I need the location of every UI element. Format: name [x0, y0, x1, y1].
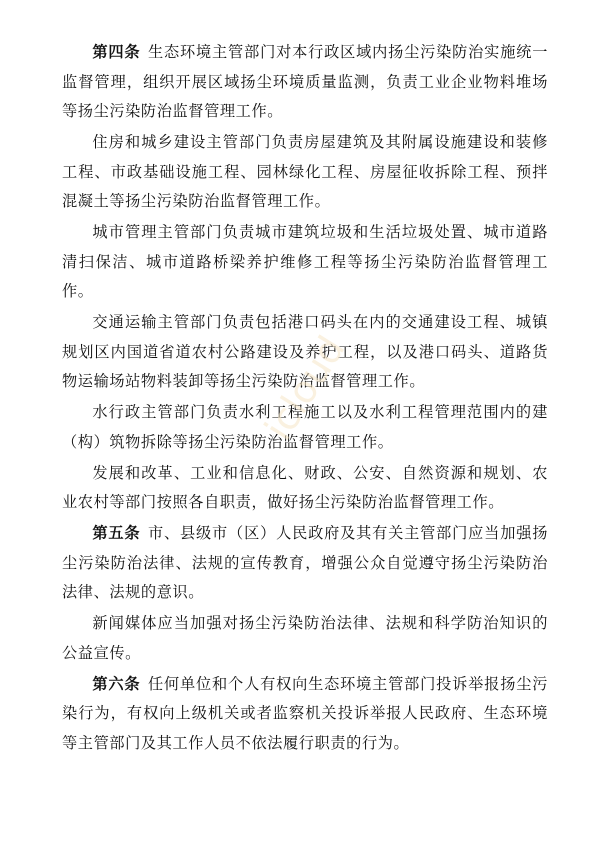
paragraph-text: 新闻媒体应当加强对扬尘污染防治法律、法规和科学防治知识的公益宣传。 [62, 614, 548, 662]
paragraph-media [62, 609, 548, 668]
paragraph-transport [62, 308, 548, 397]
paragraph-urban-management [62, 218, 548, 307]
paragraph-housing [62, 128, 548, 217]
document-body [62, 38, 548, 760]
paragraph-text: 生态环境主管部门对本行政区域内扬尘污染防治实施统一监督管理，组织开展区域扬尘环境质量监测，负责工业企业物料堆场等扬尘污染防治监督管理工作。 [62, 43, 548, 120]
paragraph-text: 任何单位和个人有权向生态环境主管部门投诉举报扬尘污染行为，有权向上级机关或者监察机关投诉举报人民政府、生态环境等主管部门及其工作人员不依法履行职责的行为。 [62, 674, 548, 752]
paragraph-text: 城市管理主管部门负责城市建筑垃圾和生活垃圾处置、城市道路清扫保洁、城市道路桥梁养护维修工程等扬尘污染防治监督管理工作。 [62, 223, 548, 300]
watermark: icloud [256, 328, 354, 448]
paragraph-article-5 [62, 519, 548, 608]
article-heading: 第六条 [92, 674, 141, 693]
paragraph-text: 市、县级市（区）人民政府及其有关主管部门应当加强扬尘污染防治法律、法规的宣传教育，增强公众自觉遵守扬尘污染防治法律、法规的意识。 [62, 524, 548, 601]
article-heading: 第五条 [92, 524, 141, 542]
article-heading: 第四条 [92, 43, 141, 61]
paragraph-text: 交通运输主管部门负责包括港口码头在内的交通建设工程、城镇规划区内国道省道农村公路建设及养护工程，以及港口码头、道路货物运输场站物料装卸等扬尘污染防治监督管理工作。 [62, 313, 548, 390]
paragraph-text: 住房和城乡建设主管部门负责房屋建筑及其附属设施建设和装修工程、市政基础设施工程、园林绿化工程、房屋征收拆除工程、预拌混凝土等扬尘污染防治监督管理工作。 [62, 133, 548, 210]
paragraph-other-departments [62, 459, 548, 518]
paragraph-article-4 [62, 38, 548, 127]
paragraph-water [62, 398, 548, 457]
paragraph-text: 水行政主管部门负责水利工程施工以及水利工程管理范围内的建（构）筑物拆除等扬尘污染防治监督管理工作。 [62, 403, 548, 451]
paragraph-text: 发展和改革、工业和信息化、财政、公安、自然资源和规划、农业农村等部门按照各自职责，做好扬尘污染防治监督管理工作。 [62, 463, 548, 511]
paragraph-article-6 [62, 670, 548, 759]
